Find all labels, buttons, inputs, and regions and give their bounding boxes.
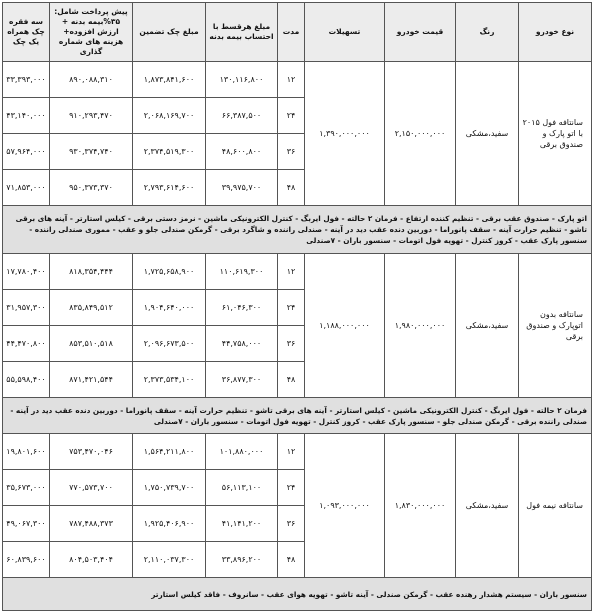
installment-cell: ۳۳,۸۹۶,۲۰۰ xyxy=(206,542,278,578)
car-color: سفید،مشکی xyxy=(456,434,519,578)
installment-cell: ۳۶,۸۷۷,۳۰۰ xyxy=(206,362,278,398)
prepayment-cell: ۹۳۰,۳۷۴,۷۴۰ xyxy=(50,134,133,170)
term-cell: ۱۲ xyxy=(278,434,305,470)
installment-cell: ۴۱,۱۴۱,۲۰۰ xyxy=(206,506,278,542)
check-cell: ۴۳,۱۴۰,۰۰۰ xyxy=(3,98,50,134)
term-cell: ۴۸ xyxy=(278,542,305,578)
term-cell: ۲۴ xyxy=(278,98,305,134)
header-car-type: نوع خودرو xyxy=(519,3,592,62)
installment-cell: ۶۱,۰۴۶,۳۰۰ xyxy=(206,290,278,326)
check-cell: ۱۹,۸۰۱,۶۰۰ xyxy=(3,434,50,470)
prepayment-cell: ۷۸۷,۴۸۸,۳۷۳ xyxy=(50,506,133,542)
car-price: ۱,۹۸۰,۰۰۰,۰۰۰ xyxy=(385,254,456,398)
options-row xyxy=(3,206,592,254)
check-cell: ۴۴,۴۷۰,۸۰۰ xyxy=(3,326,50,362)
installment-cell: ۳۹,۹۷۵,۷۰۰ xyxy=(206,170,278,206)
prepayment-cell: ۸۱۸,۳۵۴,۴۴۴ xyxy=(50,254,133,290)
check-cell: ۱۷,۷۸۰,۴۰۰ xyxy=(3,254,50,290)
prepayment-cell: ۹۵۰,۳۷۳,۳۷۰ xyxy=(50,170,133,206)
header-color: رنگ xyxy=(456,3,519,62)
check-cell: ۵۵,۵۹۸,۴۰۰ xyxy=(3,362,50,398)
guarantee-cell: ۲,۱۱۰,۰۳۷,۳۰۰ xyxy=(133,542,206,578)
header-guarantee-check: مبلغ چک تضمین xyxy=(133,3,206,62)
prepayment-cell: ۸۰۴,۵۰۳,۴۰۴ xyxy=(50,542,133,578)
header-term: مدت xyxy=(278,3,305,62)
installment-cell: ۱۱۰,۶۱۹,۳۰۰ xyxy=(206,254,278,290)
header-row xyxy=(3,3,592,62)
installment-cell: ۶۶,۳۸۷,۵۰۰ xyxy=(206,98,278,134)
check-cell: ۶۰,۸۳۹,۶۰۰ xyxy=(3,542,50,578)
options-text: اتو پارک - صندوق عقب برقی - تنظیم کننده ارتفاع - فرمان ۲ حالته - فول ایربگ - کنترل الکترونیکی ماشین - نرمز دستی برقی - کیلس استارتر - آینه های برقی تاشو - تنظیم حرارت آینه - سقف پانوراما - دوربین دنده عقب دید در آینه - صندلی راننده و شاگرد برقی - گرمکن صندلی جلو و عقب - مموری صندلی راننده - سنسور پارک عقب - کروز کنترل - تهویه فول اتومات - سنسور باران - ۷صندلی xyxy=(3,206,592,254)
guarantee-cell: ۱,۸۷۳,۸۴۱,۶۰۰ xyxy=(133,62,206,98)
guarantee-cell: ۲,۳۷۴,۵۱۹,۳۰۰ xyxy=(133,134,206,170)
term-cell: ۳۶ xyxy=(278,134,305,170)
term-cell: ۲۴ xyxy=(278,290,305,326)
prepayment-cell: ۷۷۰,۵۷۳,۷۰۰ xyxy=(50,470,133,506)
car-facility: ۱,۳۹۰,۰۰۰,۰۰۰ xyxy=(305,62,385,206)
term-cell: ۱۲ xyxy=(278,254,305,290)
guarantee-cell: ۲,۳۷۳,۵۳۴,۱۰۰ xyxy=(133,362,206,398)
prepayment-cell: ۸۵۳,۵۱۰,۵۱۸ xyxy=(50,326,133,362)
installment-cell: ۱۰۱,۸۸۰,۰۰۰ xyxy=(206,434,278,470)
check-cell: ۳۱,۹۵۷,۳۰۰ xyxy=(3,290,50,326)
table-row xyxy=(3,254,592,290)
car-name: سانتافه بدون اتوپارک و صندوق برقی xyxy=(519,254,592,398)
check-cell: ۷۱,۸۵۳,۰۰۰ xyxy=(3,170,50,206)
car-color: سفید،مشکی xyxy=(456,62,519,206)
term-cell: ۱۲ xyxy=(278,62,305,98)
prepayment-cell: ۸۷۱,۴۲۱,۵۴۴ xyxy=(50,362,133,398)
header-facility: تسهیلات xyxy=(305,3,385,62)
table-row xyxy=(3,62,592,98)
header-installment: مبلغ هرقسط با احتساب بیمه بدنه xyxy=(206,3,278,62)
guarantee-cell: ۱,۹۲۵,۴۰۶,۹۰۰ xyxy=(133,506,206,542)
term-cell: ۴۸ xyxy=(278,170,305,206)
table-row xyxy=(3,434,592,470)
prepayment-cell: ۸۹۰,۰۸۸,۳۱۰ xyxy=(50,62,133,98)
term-cell: ۳۶ xyxy=(278,506,305,542)
check-cell: ۵۷,۹۶۴,۰۰۰ xyxy=(3,134,50,170)
check-cell: ۳۳,۳۹۳,۰۰۰ xyxy=(3,62,50,98)
car-color: سفید،مشکی xyxy=(456,254,519,398)
installment-cell: ۴۸,۶۰۰,۸۰۰ xyxy=(206,134,278,170)
guarantee-cell: ۱,۷۵۰,۷۳۹,۷۰۰ xyxy=(133,470,206,506)
check-cell: ۴۹,۰۶۷,۳۰۰ xyxy=(3,506,50,542)
guarantee-cell: ۱,۷۲۵,۶۵۸,۹۰۰ xyxy=(133,254,206,290)
car-price: ۲,۱۵۰,۰۰۰,۰۰۰ xyxy=(385,62,456,206)
header-check-count: سه فقره چک همراه یک چک xyxy=(3,3,50,62)
installment-cell: ۱۳۰,۱۱۶,۸۰۰ xyxy=(206,62,278,98)
guarantee-cell: ۲,۰۶۸,۱۶۹,۷۰۰ xyxy=(133,98,206,134)
term-cell: ۳۶ xyxy=(278,326,305,362)
guarantee-cell: ۲,۷۹۳,۶۱۴,۶۰۰ xyxy=(133,170,206,206)
car-name: سانتافه فول ۲۰۱۵ با اتو پارک و صندوق برقی xyxy=(519,62,592,206)
installment-cell: ۴۴,۷۵۸,۰۰۰ xyxy=(206,326,278,362)
price-table xyxy=(2,2,592,611)
options-row xyxy=(3,578,592,611)
guarantee-cell: ۱,۵۶۴,۲۱۱,۸۰۰ xyxy=(133,434,206,470)
prepayment-cell: ۹۱۰,۲۹۳,۴۷۰ xyxy=(50,98,133,134)
header-price: قیمت خودرو xyxy=(385,3,456,62)
prepayment-cell: ۸۳۵,۸۴۹,۵۱۲ xyxy=(50,290,133,326)
options-text: فرمان ۲ حالته - فول ایربگ - کنترل الکترونیکی ماشین - کیلس استارتر - آینه های برقی تاشو - تنظیم حرارت آینه - سقف پانوراما - دوربین دنده عقب دید در آینه - صندلی راننده برقی - گرمکن صندلی جلو - سنسور پارک عقب - کروز کنترل - تهویه فول اتومات - سنسور باران - ۷صندلی xyxy=(3,398,592,434)
car-price: ۱,۸۳۰,۰۰۰,۰۰۰ xyxy=(385,434,456,578)
term-cell: ۴۸ xyxy=(278,362,305,398)
options-row xyxy=(3,398,592,434)
car-name: سانتافه نیمه فول xyxy=(519,434,592,578)
term-cell: ۲۴ xyxy=(278,470,305,506)
car-facility: ۱,۱۸۸,۰۰۰,۰۰۰ xyxy=(305,254,385,398)
installment-cell: ۵۶,۱۱۳,۱۰۰ xyxy=(206,470,278,506)
guarantee-cell: ۱,۹۰۴,۶۴۰,۰۰۰ xyxy=(133,290,206,326)
options-text: سنسور باران - سیستم هشدار رهنده عقب - گرمکن صندلی - آینه تاشو - تهویه هوای عقب - سانروف - فاقد کیلس استارتر xyxy=(3,578,592,611)
guarantee-cell: ۲,۰۹۶,۶۷۳,۵۰۰ xyxy=(133,326,206,362)
price-sheet xyxy=(2,2,591,601)
header-prepayment: پیش پرداخت شامل: ۳۵%بیمه بدنه + ارزش افزوده+ هزینه های شماره گذاری xyxy=(50,3,133,62)
prepayment-cell: ۷۵۳,۴۷۰,۰۴۶ xyxy=(50,434,133,470)
check-cell: ۳۵,۶۷۳,۰۰۰ xyxy=(3,470,50,506)
car-facility: ۱,۰۹۳,۰۰۰,۰۰۰ xyxy=(305,434,385,578)
